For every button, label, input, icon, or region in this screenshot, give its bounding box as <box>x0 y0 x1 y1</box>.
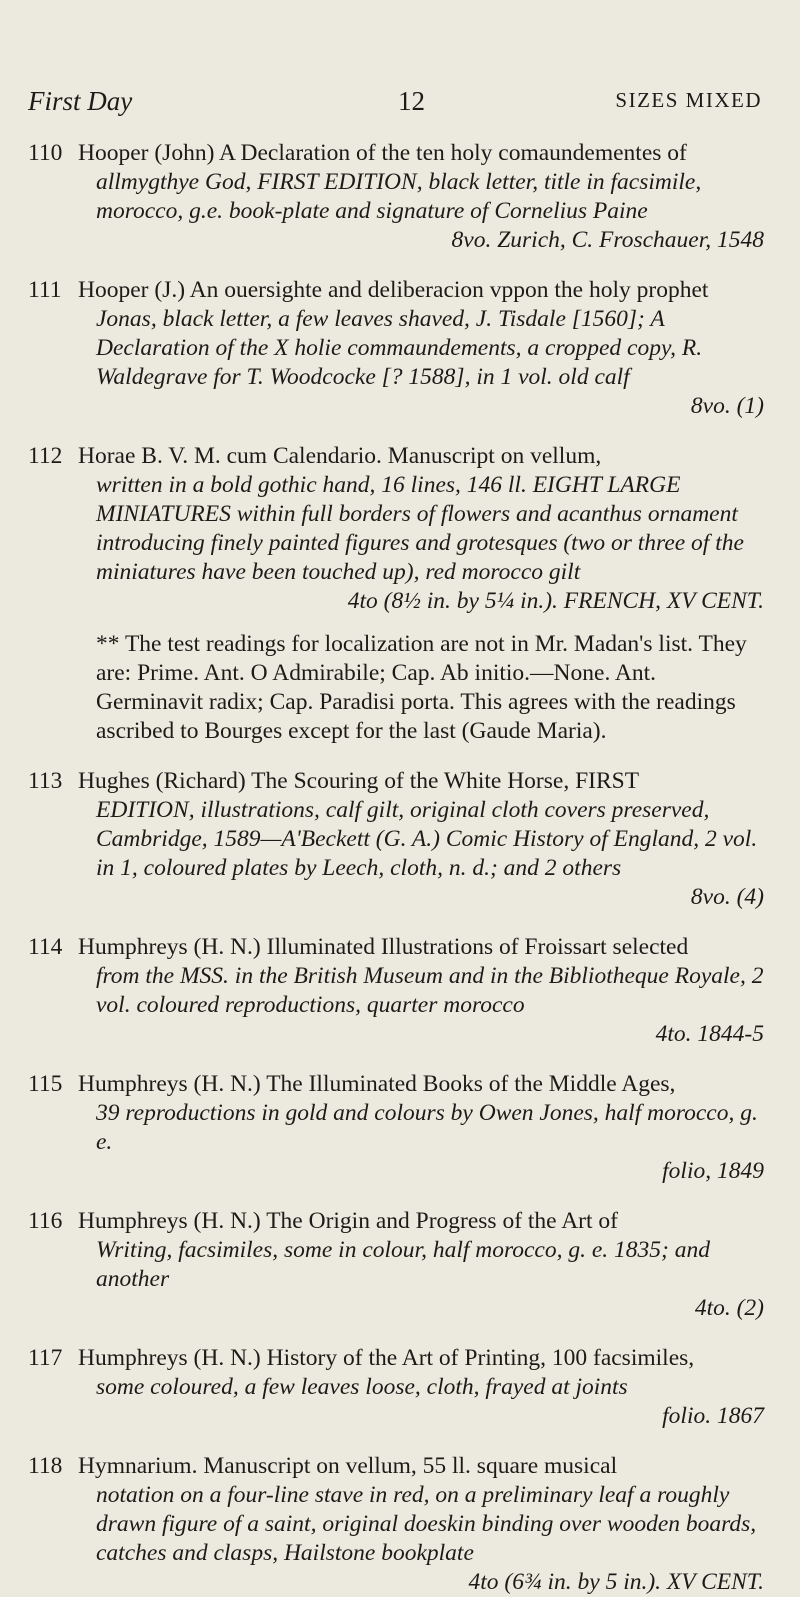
lot-entry <box>28 1452 764 1597</box>
lot-number: 117 <box>28 1345 63 1371</box>
lot-entry <box>28 1070 764 1186</box>
lot-description: some coloured, a few leaves loose, cloth, frayed at joints <box>96 1374 628 1400</box>
lot-number: 115 <box>28 1071 63 1097</box>
lot-description: allmygthye God, FIRST EDITION, black letter, title in facsimile, morocco, g.e. book-plate and signature of Cornelius Paine <box>96 169 702 224</box>
lot-title: Hooper (John) A Declaration of the ten holy comaundementes of <box>78 140 687 166</box>
lot-entry <box>28 276 764 421</box>
lot-note <box>96 630 764 746</box>
lot-title: Humphreys (H. N.) The Illuminated Books of the Middle Ages, <box>78 1071 676 1097</box>
lot-format: 4to. (2) <box>694 1295 764 1321</box>
lot-description: from the MSS. in the British Museum and in the Bibliotheque Royale, 2 vol. coloured reproductions, quarter morocco <box>96 963 764 1018</box>
lot-format: 4to (6¾ in. by 5 in.). XV CENT. <box>468 1569 764 1595</box>
lot-format: folio. 1867 <box>662 1403 764 1429</box>
section-label: SIZES MIXED <box>615 88 762 112</box>
lot-title: Hooper (J.) An ouersighte and deliberacion vppon the holy prophet <box>78 277 709 303</box>
lot-entry <box>28 139 764 255</box>
day-label: First Day <box>28 86 133 116</box>
lot-format: 4to. 1844-5 <box>655 1021 764 1047</box>
lot-number: 110 <box>28 140 63 166</box>
lot-number: 114 <box>28 934 63 960</box>
lot-format: 8vo. Zurich, C. Froschauer, 1548 <box>451 227 764 253</box>
lot-description: written in a bold gothic hand, 16 lines, 146 ll. EIGHT LARGE MINIATURES within full borders of flowers and acanthus ornament introducing finely painted figures and grotesques (two or three of the miniatures have been touched up), red morocco gilt <box>96 472 744 585</box>
lot-entry <box>28 442 764 616</box>
lot-title: Humphreys (H. N.) History of the Art of Printing, 100 facsimiles, <box>78 1345 695 1371</box>
lot-format: 8vo. (1) <box>690 393 764 419</box>
page-header <box>28 86 762 120</box>
lot-number: 112 <box>28 443 63 469</box>
lot-format: 4to (8½ in. by 5¼ in.). FRENCH, XV CENT. <box>347 588 764 614</box>
lot-number: 116 <box>28 1208 63 1234</box>
note-text: ** The test readings for localization are not in Mr. Madan's list. They are: Prime. Ant. O Admirabile; Cap. Ab initio.—None. Ant. Germinavit radix; Cap. Paradisi porta. This agrees with the readings ascribed to Bourges except for the last (Gaude Maria). <box>96 631 747 744</box>
lot-title: Hughes (Richard) The Scouring of the White Horse, FIRST <box>78 768 640 794</box>
lot-entry <box>28 767 764 912</box>
lot-title: Horae B. V. M. cum Calendario. Manuscript on vellum, <box>78 443 602 469</box>
lot-list <box>28 139 764 1597</box>
lot-entry <box>28 933 764 1049</box>
lot-format: folio, 1849 <box>662 1158 764 1184</box>
lot-entry <box>28 1207 764 1323</box>
lot-description: EDITION, illustrations, calf gilt, original cloth covers preserved, Cambridge, 1589—A'Beckett (G. A.) Comic History of England, 2 vol. in 1, coloured plates by Leech, cloth, n. d.; and 2 others <box>96 797 758 881</box>
lot-description: notation on a four-line stave in red, on a preliminary leaf a roughly drawn figure of a saint, original doeskin binding over wooden boards, catches and clasps, Hailstone bookplate <box>96 1482 757 1566</box>
lot-number: 118 <box>28 1453 63 1479</box>
lot-number: 113 <box>28 768 63 794</box>
lot-description: Jonas, black letter, a few leaves shaved, J. Tisdale [1560]; A Declaration of the X holie commaundements, a cropped copy, R. Waldegrave for T. Woodcocke [? 1588], in 1 vol. old calf <box>96 306 703 390</box>
lot-title: Hymnarium. Manuscript on vellum, 55 ll. square musical <box>78 1453 618 1479</box>
lot-format: 8vo. (4) <box>690 884 764 910</box>
page-number: 12 <box>398 86 425 116</box>
lot-description: Writing, facsimiles, some in colour, half morocco, g. e. 1835; and another <box>96 1237 710 1292</box>
lot-title: Humphreys (H. N.) The Origin and Progress of the Art of <box>78 1208 618 1234</box>
lot-title: Humphreys (H. N.) Illuminated Illustrations of Froissart selected <box>78 934 689 960</box>
lot-description: 39 reproductions in gold and colours by Owen Jones, half morocco, g. e. <box>96 1100 758 1155</box>
lot-entry <box>28 1344 764 1431</box>
lot-number: 111 <box>28 277 62 303</box>
